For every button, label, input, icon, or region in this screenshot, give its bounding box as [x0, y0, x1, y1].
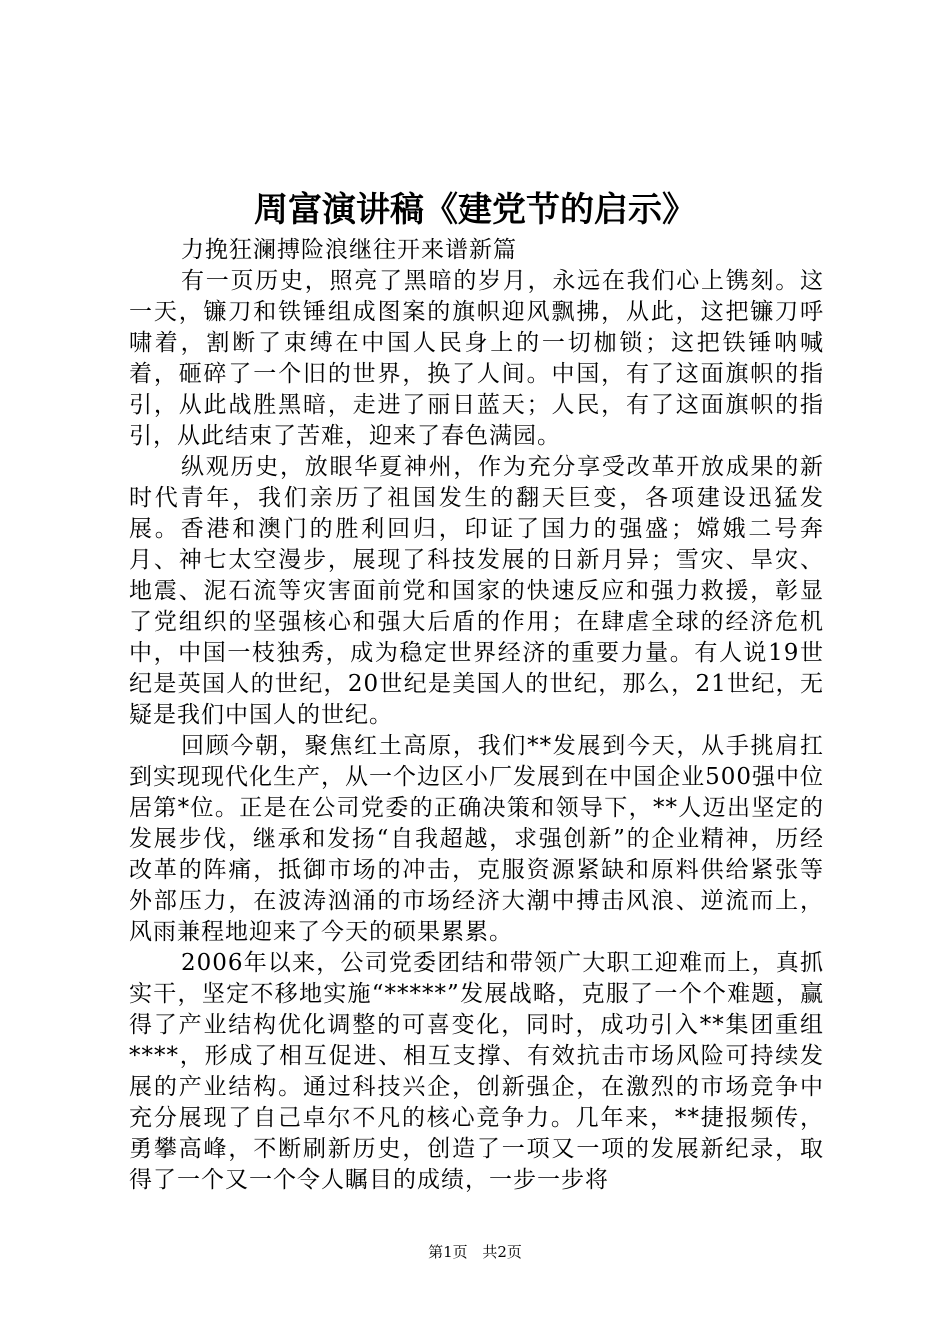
body-paragraph: 2006年以来，公司党委团结和带领广大职工迎难而上，真抓实干，坚定不移地实施“*****”发展战略，克服了一个个难题，赢得了产业结构优化调整的可喜变化，同时，成功引入**集团重组****，形成了相互促进、相互支撑、有效抗击市场风险可持续发展的产业结构。通过科技兴企，创新强企，在激烈的市场竞争中充分展现了自己卓尔不凡的核心竞争力。几年来，**捷报频传，勇攀高峰，不断刷新历史，创造了一项又一项的发展新纪录，取得了一个又一个令人瞩目的成绩，一步一步将	[129, 950, 824, 1193]
page-footer	[0, 1242, 950, 1262]
page-number-total: 共2页	[482, 1243, 522, 1261]
document-title: 周富演讲稿《建党节的启示》	[254, 190, 696, 230]
body-paragraph: 回顾今朝，聚焦红土高原，我们**发展到今天，从手挑肩扛到实现现代化生产，从一个边区小厂发展到在中国企业500强中位居第*位。正是在公司党委的正确决策和领导下，**人迈出坚定的发展步伐，继承和发扬“自我超越，求强创新”的企业精神，历经改革的阵痛，抵御市场的冲击，克服资源紧缺和原料供给紧张等外部压力，在波涛汹涌的市场经济大潮中搏击风浪、逆流而上，风雨兼程地迎来了今天的硕果累累。	[129, 733, 824, 945]
body-paragraph: 有一页历史，照亮了黑暗的岁月，永远在我们心上镌刻。这一天，镰刀和铁锤组成图案的旗帜迎风飘拂，从此，这把镰刀呼啸着，割断了束缚在中国人民身上的一切枷锁；这把铁锤呐喊着，砸碎了一个旧的世界，换了人间。中国，有了这面旗帜的指引，从此战胜黑暗，走进了丽日蓝天；人民，有了这面旗帜的指引，从此结束了苦难，迎来了春色满园。	[129, 268, 824, 449]
document-body	[129, 235, 824, 1196]
subtitle-paragraph: 力挽狂澜搏险浪继往开来谱新篇	[181, 237, 517, 263]
body-paragraph: 纵观历史，放眼华夏神州，作为充分享受改革开放成果的新时代青年，我们亲历了祖国发生的翻天巨变，各项建设迅猛发展。香港和澳门的胜利回归，印证了国力的强盛；嫦娥二号奔月、神七太空漫步，展现了科技发展的日新月异；雪灾、旱灾、地震、泥石流等灾害面前党和国家的快速反应和强力救援，彰显了党组织的坚强核心和强大后盾的作用；在肆虐全球的经济危机中，中国一枝独秀，成为稳定世界经济的重要力量。有人说19世纪是英国人的世纪，20世纪是美国人的世纪，那么，21世纪，无疑是我们中国人的世纪。	[129, 454, 824, 728]
page-number-current: 第1页	[428, 1243, 468, 1261]
